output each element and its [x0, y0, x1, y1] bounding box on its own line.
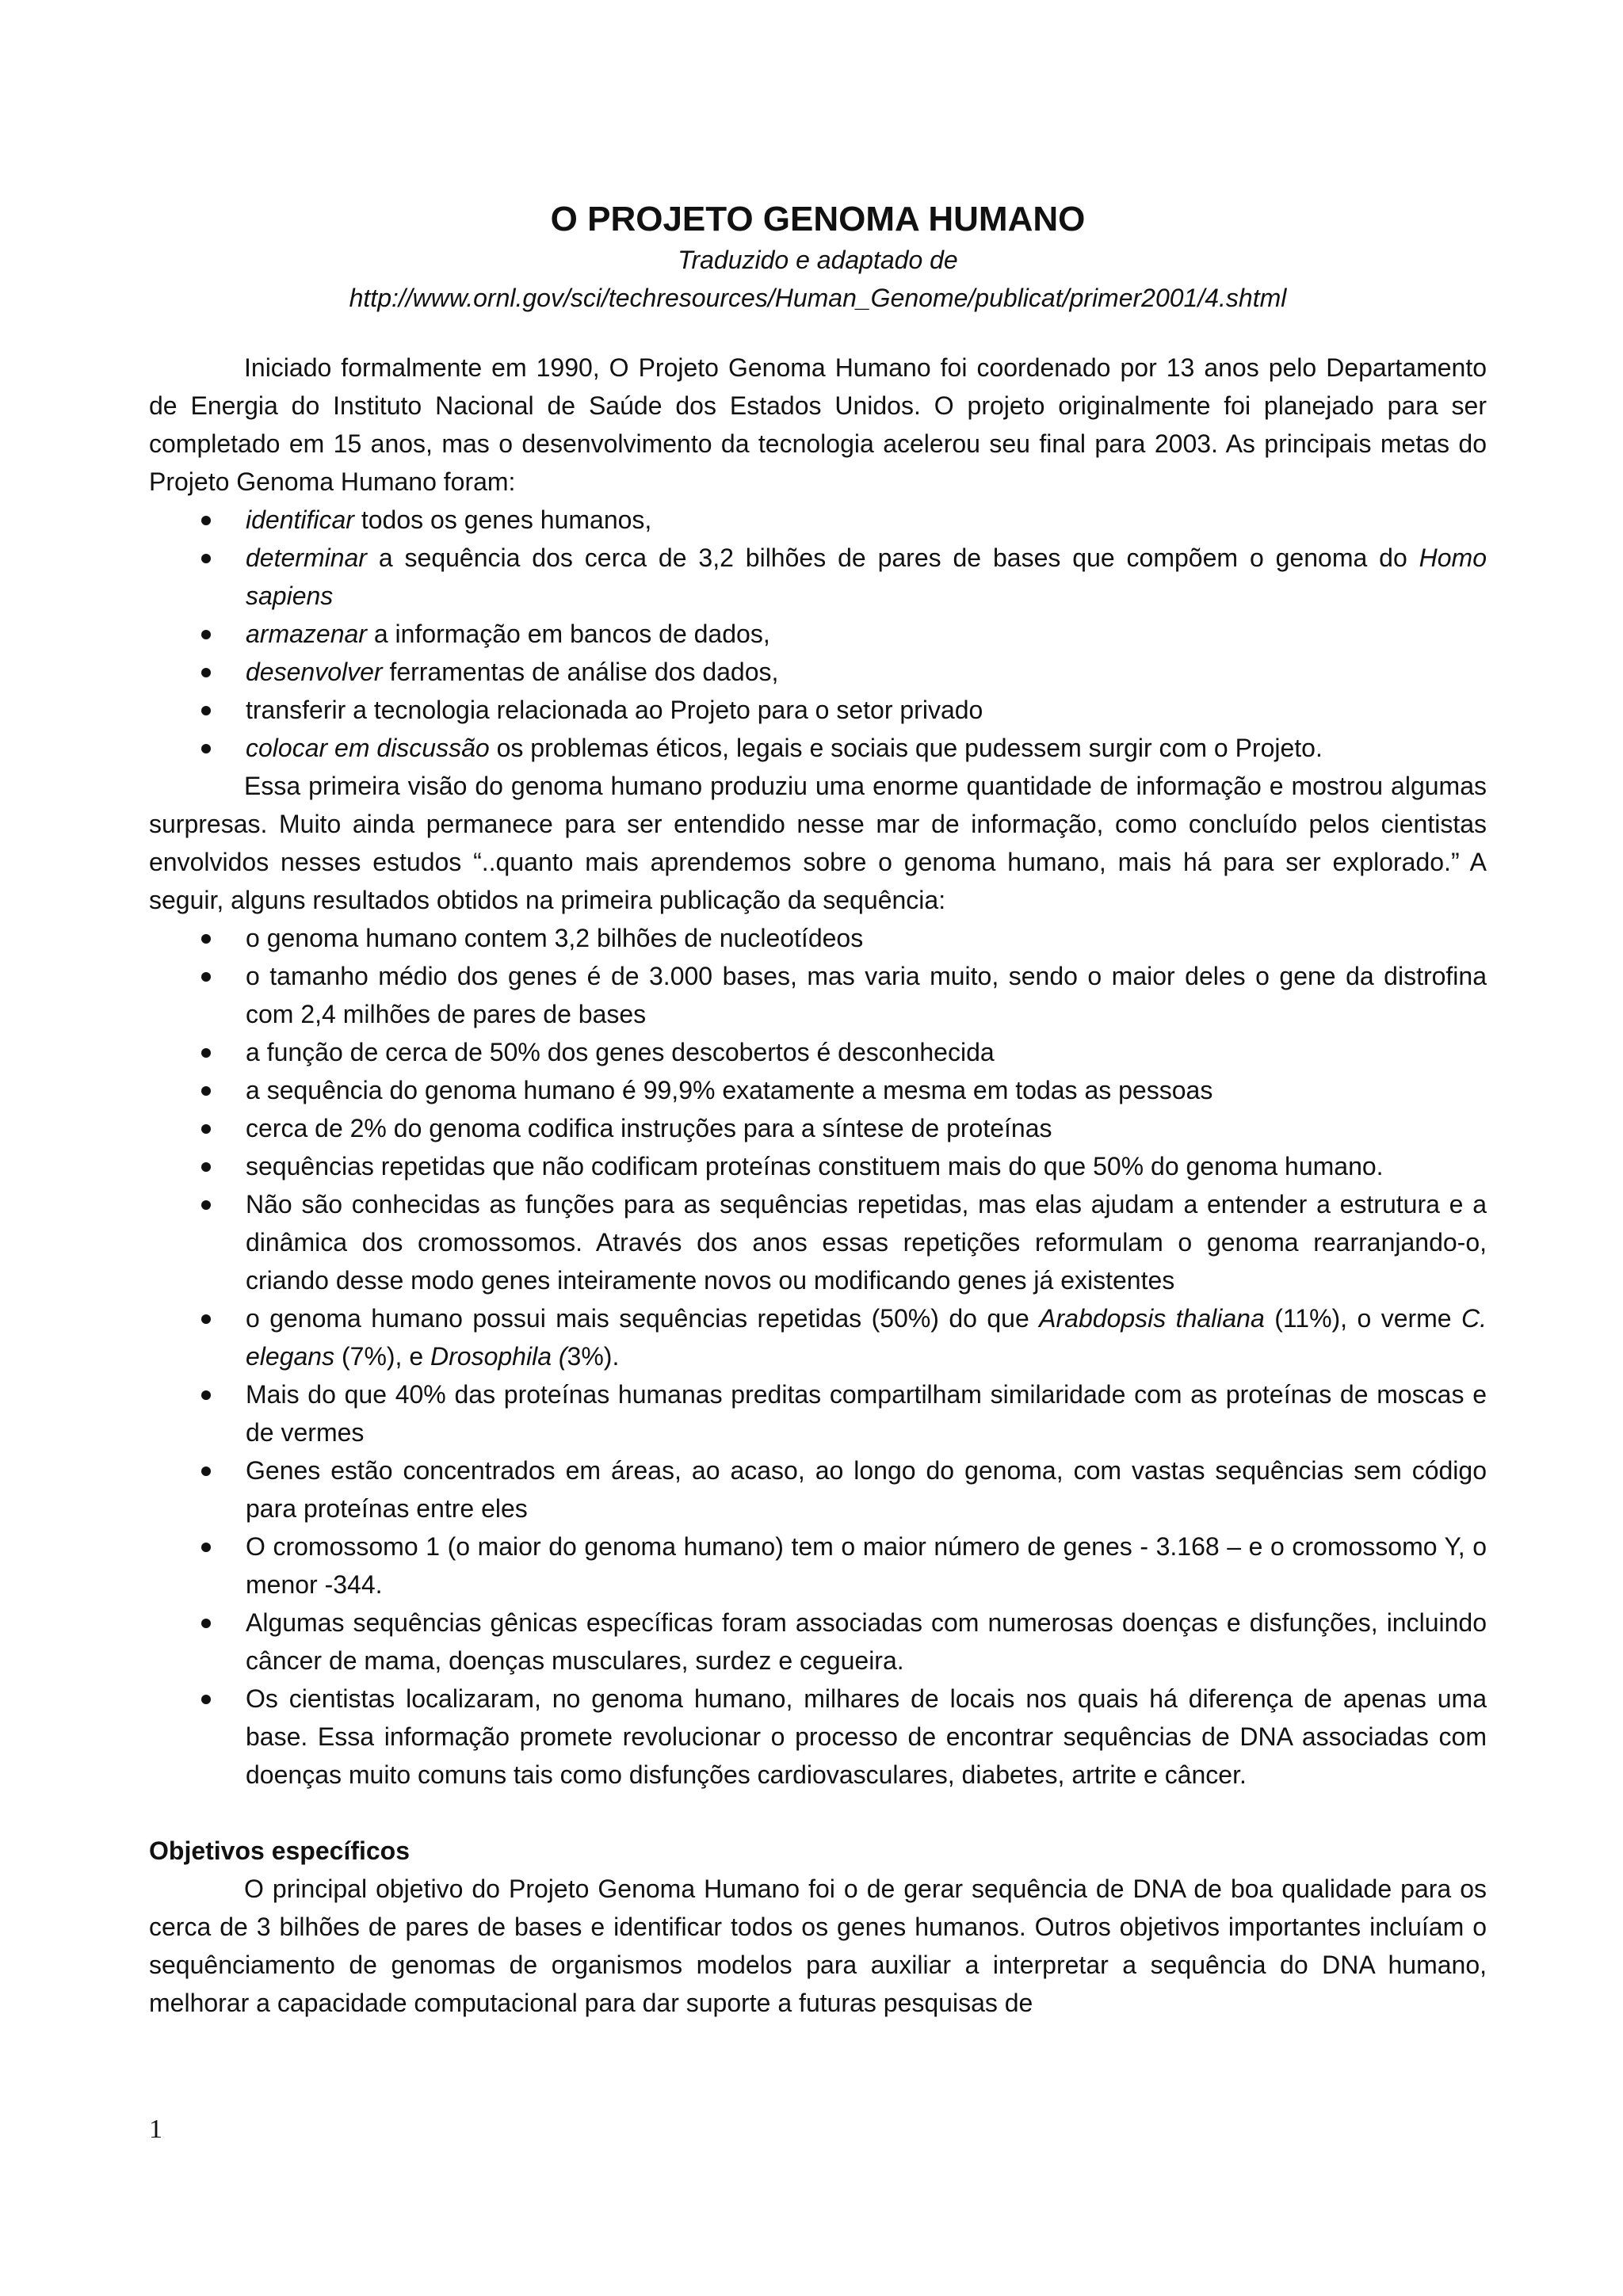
- result-text: cerca de 2% do genoma codifica instruções para a síntese de proteínas: [246, 1114, 1052, 1142]
- goal-verb: desenvolver: [246, 658, 383, 686]
- result-text: Algumas sequências gênicas específicas foram associadas com numerosas doenças e disfunções, incluindo câncer de mama, doenças musculares, surdez e cegueira.: [246, 1608, 1487, 1675]
- result-text: (7%), e: [334, 1342, 431, 1371]
- species-name: Homo sapiens: [246, 543, 1487, 610]
- list-item: [149, 615, 1487, 653]
- species-name: Drosophila (: [430, 1342, 567, 1371]
- document-page: [149, 198, 1487, 2022]
- list-item: [149, 1375, 1487, 1451]
- list-item: [149, 1147, 1487, 1185]
- result-text: a sequência do genoma humano é 99,9% exatamente a mesma em todas as pessoas: [246, 1076, 1213, 1104]
- goal-verb: identificar: [246, 505, 354, 534]
- bullet-icon: [201, 1451, 225, 1489]
- bullet-icon: [201, 1147, 225, 1185]
- bullet-icon: [201, 1299, 225, 1337]
- page-number: 1: [149, 2115, 162, 2144]
- bullet-icon: [201, 1033, 225, 1071]
- bullet-icon: [201, 653, 225, 691]
- list-item: [149, 957, 1487, 1033]
- goal-verb: colocar em discussão: [246, 734, 490, 762]
- list-item: [149, 729, 1487, 767]
- list-item: [149, 501, 1487, 539]
- bullet-icon: [201, 1109, 225, 1147]
- goals-list: [149, 501, 1487, 767]
- list-item: [149, 1185, 1487, 1299]
- result-text: Mais do que 40% das proteínas humanas preditas compartilham similaridade com as proteínas de moscas e de vermes: [246, 1380, 1487, 1447]
- bullet-icon: [201, 501, 225, 539]
- intro-paragraph: Iniciado formalmente em 1990, O Projeto Genoma Humano foi coordenado por 13 anos pelo Departamento de Energia do Instituto Nacional de Saúde dos Estados Unidos. O projeto originalmente foi planejado para ser completado em 15 anos, mas o desenvolvimento da tecnologia acelerou seu final para 2003. As principais metas do Projeto Genoma Humano foram:: [149, 353, 1487, 496]
- result-text: 3%).: [567, 1342, 620, 1371]
- goal-text: os problemas éticos, legais e sociais que pudessem surgir com o Projeto.: [489, 734, 1323, 762]
- bullet-icon: [201, 691, 225, 729]
- result-text: o genoma humano contem 3,2 bilhões de nucleotídeos: [246, 924, 864, 952]
- goal-text: ferramentas de análise dos dados,: [382, 658, 779, 686]
- goal-text: transferir a tecnologia relacionada ao Projeto para o setor privado: [246, 696, 983, 724]
- goal-text: a informação em bancos de dados,: [366, 620, 770, 648]
- result-text: Os cientistas localizaram, no genoma humano, milhares de locais nos quais há diferença de apenas uma base. Essa informação promete revolucionar o processo de encontrar sequências de DNA associadas com doenças muito comuns tais como disfunções cardiovasculares, diabetes, artrite e câncer.: [246, 1684, 1487, 1789]
- result-text: o tamanho médio dos genes é de 3.000 bases, mas varia muito, sendo o maior deles o gene da distrofina com 2,4 milhões de pares de bases: [246, 962, 1487, 1028]
- goal-verb: determinar: [246, 543, 367, 572]
- species-name: Arabdopsis thaliana: [1039, 1304, 1265, 1333]
- results-list: [149, 919, 1487, 1794]
- section-heading: Objetivos específicos: [149, 1836, 411, 1865]
- list-item: [149, 1527, 1487, 1604]
- list-item: [149, 539, 1487, 615]
- goal-verb: armazenar: [246, 620, 367, 648]
- bullet-icon: [201, 615, 225, 653]
- list-item: [149, 653, 1487, 691]
- objectives-paragraph: O principal objetivo do Projeto Genoma Humano foi o de gerar sequência de DNA de boa qualidade para os cerca de 3 bilhões de pares de bases e identificar todos os genes humanos. Outros objetivos importantes incluíam o sequênciamento de genomas de organismos modelos para auxiliar a interpretar a sequência do DNA humano, melhorar a capacidade computacional para dar suporte a futuras pesquisas de: [149, 1875, 1487, 2017]
- result-text: sequências repetidas que não codificam proteínas constituem mais do que 50% do genoma humano.: [246, 1152, 1384, 1180]
- list-item: [149, 1451, 1487, 1527]
- bullet-icon: [201, 1680, 225, 1718]
- list-item: [149, 1680, 1487, 1794]
- results-paragraph: Essa primeira visão do genoma humano produziu uma enorme quantidade de informação e mostrou algumas surpresas. Muito ainda permanece para ser entendido nesse mar de informação, como concluído pelos cientistas envolvidos nesses estudos “..quanto mais aprendemos sobre o genoma humano, mais há para ser explorado.” A seguir, alguns resultados obtidos na primeira publicação da sequência:: [149, 772, 1487, 914]
- list-item: [149, 691, 1487, 729]
- document-title: O PROJETO GENOMA HUMANO: [550, 200, 1086, 238]
- goal-text: a sequência dos cerca de 3,2 bilhões de pares de bases que compõem o genoma do: [366, 543, 1419, 572]
- bullet-icon: [201, 919, 225, 957]
- bullet-icon: [201, 1604, 225, 1642]
- species-name: C. elegans: [246, 1304, 1487, 1371]
- list-item: [149, 1071, 1487, 1109]
- goal-text: todos os genes humanos,: [353, 505, 652, 534]
- document-subtitle: Traduzido e adaptado de: [678, 246, 958, 274]
- result-text: o genoma humano possui mais sequências repetidas (50%) do que: [246, 1304, 1040, 1333]
- bullet-icon: [201, 1185, 225, 1223]
- result-text: O cromossomo 1 (o maior do genoma humano) tem o maior número de genes - 3.168 – e o cromossomo Y, o menor -344.: [246, 1532, 1487, 1599]
- source-url: http://www.ornl.gov/sci/techresources/Human_Genome/publicat/primer2001/4.shtml: [349, 284, 1287, 312]
- list-item: [149, 1109, 1487, 1147]
- bullet-icon: [201, 957, 225, 995]
- list-item: [149, 1604, 1487, 1680]
- bullet-icon: [201, 1527, 225, 1566]
- bullet-icon: [201, 729, 225, 767]
- bullet-icon: [201, 539, 225, 577]
- list-item: [149, 1033, 1487, 1071]
- result-text: Não são conhecidas as funções para as sequências repetidas, mas elas ajudam a entender a estrutura e a dinâmica dos cromossomos. Através dos anos essas repetições reformulam o genoma rearranjando-o, criando desse modo genes inteiramente novos ou modificando genes já existentes: [246, 1190, 1487, 1295]
- bullet-icon: [201, 1071, 225, 1109]
- result-text: (11%), o verme: [1264, 1304, 1462, 1333]
- list-item: [149, 1299, 1487, 1375]
- bullet-icon: [201, 1375, 225, 1413]
- list-item: [149, 919, 1487, 957]
- result-text: a função de cerca de 50% dos genes descobertos é desconhecida: [246, 1038, 995, 1066]
- result-text: Genes estão concentrados em áreas, ao acaso, ao longo do genoma, com vastas sequências sem código para proteínas entre eles: [246, 1456, 1487, 1523]
